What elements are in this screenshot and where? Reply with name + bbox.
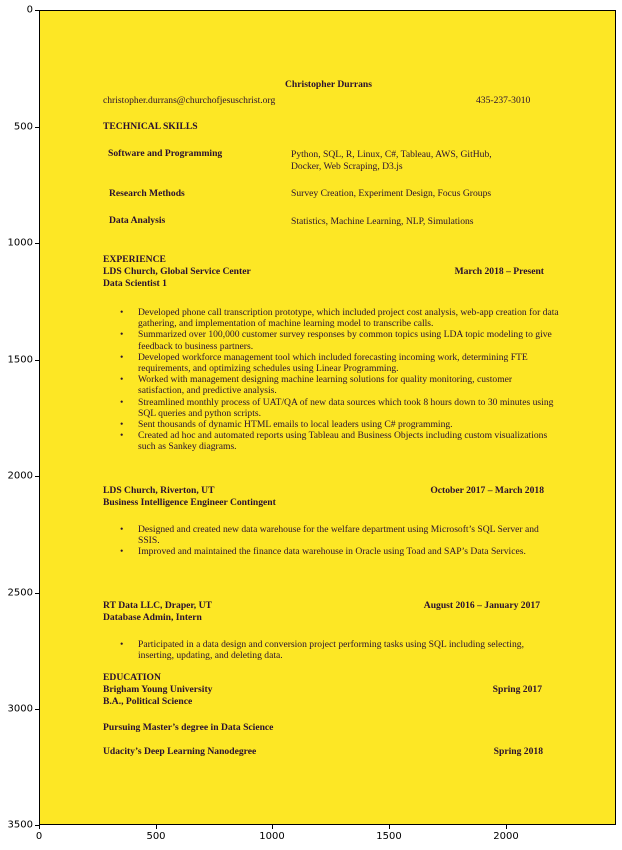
- list-item: • Worked with management designing machine learning solutions for quality monitoring, customer satisfaction, and predictive analysis.: [120, 374, 560, 396]
- x-tick-label: 2000: [493, 831, 519, 842]
- resume-page: [40, 11, 617, 826]
- x-tick-label: 1500: [376, 831, 402, 842]
- job-title: Database Admin, Intern: [103, 612, 202, 623]
- list-item: • Developed workforce management tool which included forecasting incoming work, determining FTE requirements, and optimizing schedules using Linear Programming.: [120, 352, 560, 374]
- school-name: Brigham Young University: [103, 684, 213, 695]
- list-item: • Sent thousands of dynamic HTML emails to local leaders using C# programming.: [120, 419, 560, 430]
- x-tick: [389, 825, 390, 829]
- job-bullets: [120, 307, 560, 453]
- y-tick-label: 3000: [7, 703, 33, 715]
- y-tick-label: 1000: [7, 237, 33, 249]
- y-tick-label: 3500: [7, 819, 33, 831]
- education-heading: EDUCATION: [103, 672, 161, 683]
- skill-label: Software and Programming: [108, 148, 223, 159]
- list-item: • Created ad hoc and automated reports using Tableau and Business Objects including custom visualizations such as Sankey diagrams.: [120, 430, 560, 452]
- y-tick: [35, 243, 39, 244]
- x-tick-label: 1000: [259, 831, 285, 842]
- skill-value: Statistics, Machine Learning, NLP, Simulations: [291, 216, 474, 227]
- y-tick: [35, 10, 39, 11]
- job-org: LDS Church, Riverton, UT: [103, 485, 215, 496]
- school-date: Spring 2018: [493, 746, 543, 757]
- school-date: Spring 2017: [492, 684, 542, 695]
- x-tick: [39, 825, 40, 829]
- x-tick: [506, 825, 507, 829]
- x-tick: [156, 825, 157, 829]
- y-tick: [35, 593, 39, 594]
- x-tick-label: 500: [146, 831, 166, 842]
- list-item: • Streamlined monthly process of UAT/QA of new data sources which took 8 hours down to 30 minutes using SQL queries and python scripts.: [120, 397, 560, 419]
- skill-value: Docker, Web Scraping, D3.js: [291, 161, 403, 172]
- skill-label: Research Methods: [109, 188, 185, 199]
- list-item: • Summarized over 100,000 customer survey responses by common topics using LDA topic modeling to give feedback to business partners.: [120, 329, 560, 351]
- y-tick-label: 0: [26, 4, 33, 16]
- school-name: Udacity’s Deep Learning Nanodegree: [103, 746, 257, 757]
- job-title: Business Intelligence Engineer Contingent: [103, 497, 276, 508]
- y-tick: [35, 476, 39, 477]
- list-item: • Developed phone call transcription prototype, which included project cost analysis, web-app creation for data gathering, and implementation of machine learning model to transcribe calls.: [120, 307, 560, 329]
- job-title: Data Scientist 1: [103, 278, 167, 289]
- list-item: • Participated in a data design and conversion project performing tasks using SQL including selecting, inserting, updating, and deleting data.: [120, 639, 560, 661]
- skills-heading: TECHNICAL SKILLS: [103, 121, 198, 132]
- y-tick-label: 2000: [7, 470, 33, 482]
- y-tick: [35, 127, 39, 128]
- x-tick: [272, 825, 273, 829]
- job-org: RT Data LLC, Draper, UT: [103, 600, 212, 611]
- y-tick: [35, 360, 39, 361]
- skill-value: Python, SQL, R, Linux, C#, Tableau, AWS, GitHub,: [291, 149, 492, 160]
- image-plot-area: [39, 10, 616, 825]
- email-address: christopher.durrans@churchofjesuschrist.org: [103, 95, 276, 106]
- list-item: • Designed and created new data warehouse for the welfare department using Microsoft’s SQL Server and SSIS.: [120, 524, 560, 546]
- y-tick-label: 1500: [7, 354, 33, 366]
- y-tick-label: 500: [13, 121, 33, 133]
- job-bullets: [120, 524, 560, 558]
- job-dates: August 2016 – January 2017: [423, 600, 540, 611]
- job-dates: March 2018 – Present: [454, 266, 544, 277]
- school-name: Pursuing Master’s degree in Data Science: [103, 722, 274, 733]
- job-bullets: [120, 639, 560, 661]
- skill-value: Survey Creation, Experiment Design, Focus Groups: [291, 188, 492, 199]
- y-tick: [35, 709, 39, 710]
- list-item: • Improved and maintained the finance data warehouse in Oracle using Toad and SAP’s Data Services.: [120, 546, 560, 557]
- degree: B.A., Political Science: [103, 696, 193, 707]
- phone-number: 435-237-3010: [476, 95, 531, 106]
- job-org: LDS Church, Global Service Center: [103, 266, 251, 277]
- x-tick-label: 0: [35, 831, 43, 842]
- y-tick-label: 2500: [7, 587, 33, 599]
- candidate-name: Christopher Durrans: [285, 79, 372, 90]
- experience-heading: EXPERIENCE: [103, 254, 166, 265]
- y-tick: [35, 825, 39, 826]
- job-dates: October 2017 – March 2018: [430, 485, 544, 496]
- skill-label: Data Analysis: [109, 215, 166, 226]
